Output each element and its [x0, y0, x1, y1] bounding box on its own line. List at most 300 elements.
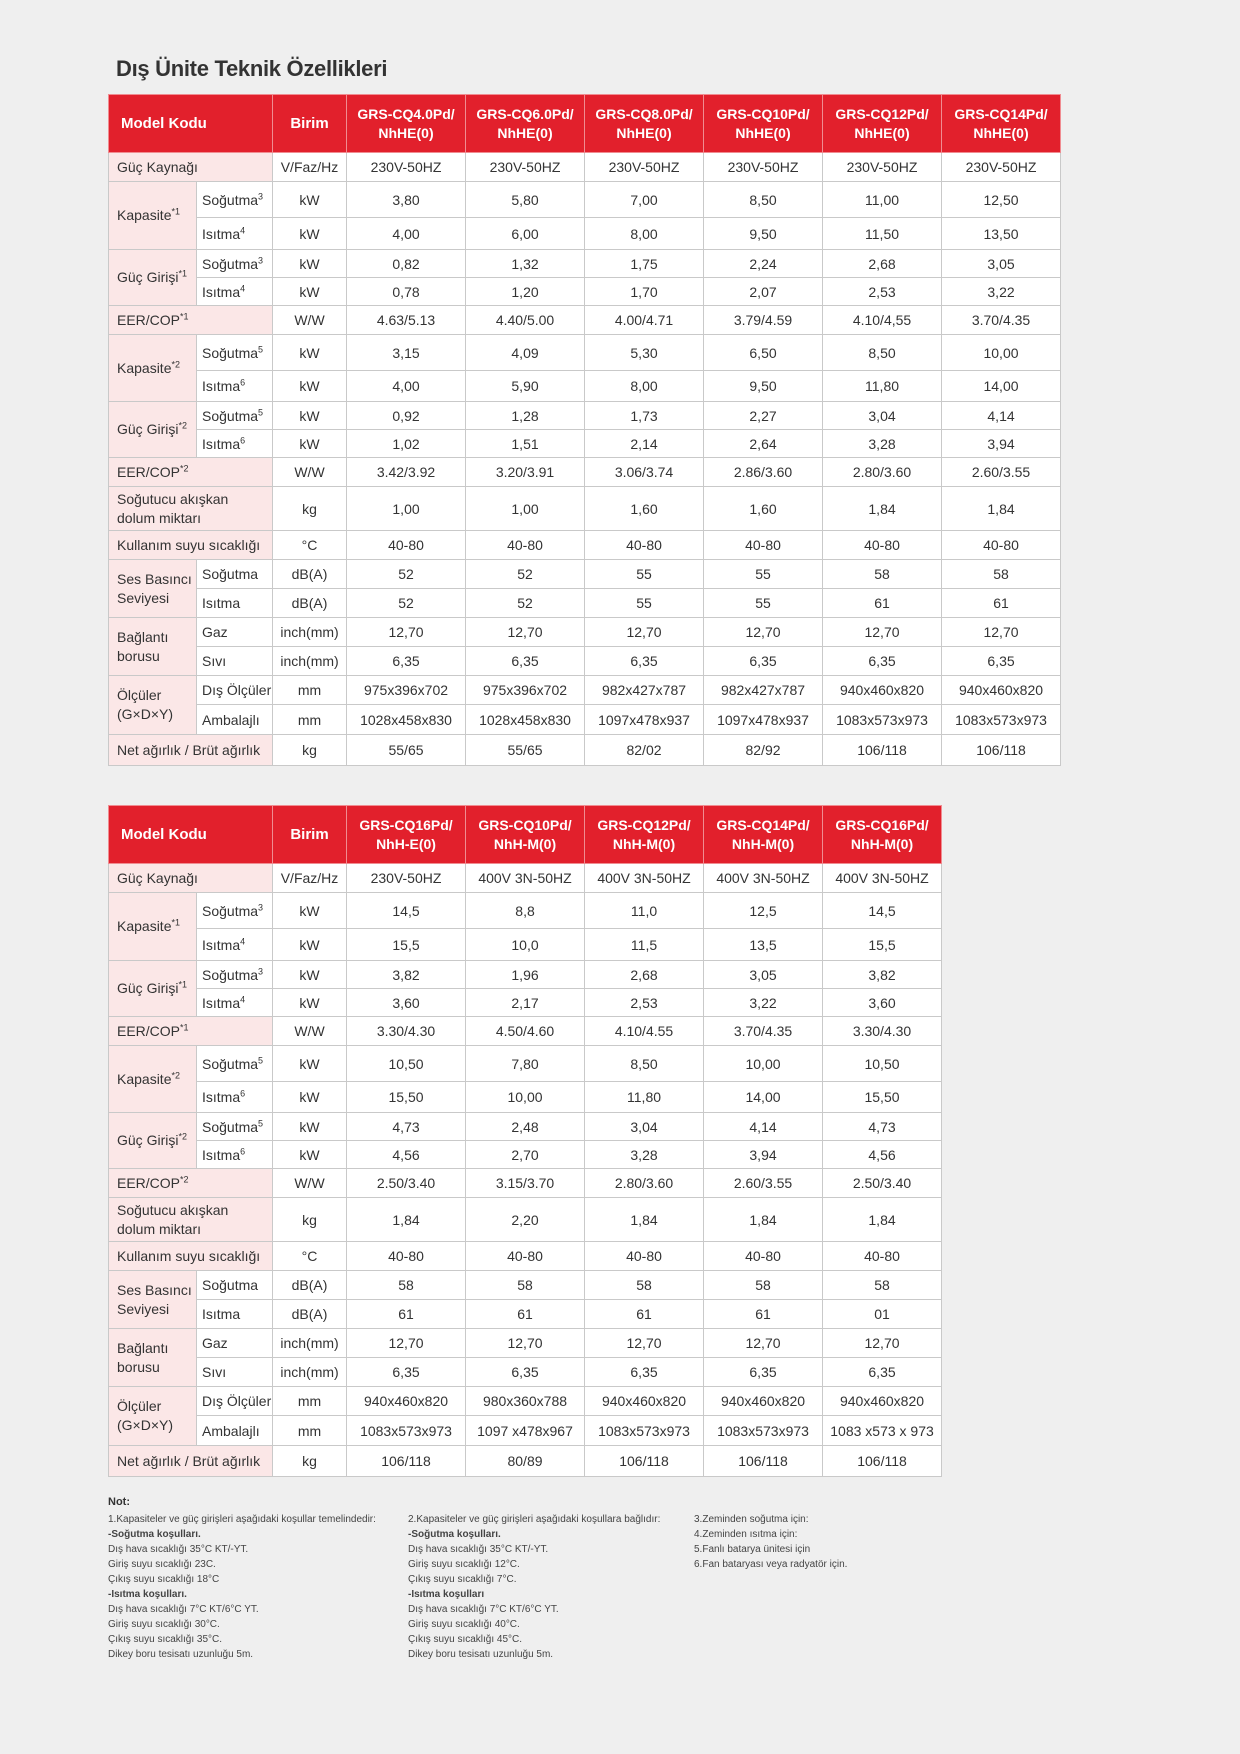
value-cell: 3.79/4.59: [704, 306, 823, 335]
value-cell: 10,00: [466, 1082, 585, 1113]
value-cell: 2,14: [585, 430, 704, 458]
value-cell: 940x460x820: [823, 676, 942, 705]
value-cell: 14,5: [347, 893, 466, 929]
row-unit: dB(A): [273, 1300, 347, 1329]
table-row: [109, 1329, 942, 1358]
value-cell: 58: [466, 1271, 585, 1300]
header-row: [109, 806, 942, 864]
value-cell: 2.86/3.60: [704, 458, 823, 487]
value-cell: 6,35: [704, 1358, 823, 1387]
value-cell: 10,50: [347, 1046, 466, 1082]
note-line: Dış hava sıcaklığı 7°C KT/6°C YT.: [408, 1604, 559, 1615]
table-row: [109, 735, 1061, 766]
value-cell: 1,96: [466, 961, 585, 989]
value-cell: 61: [347, 1300, 466, 1329]
row-group-label: [109, 1046, 197, 1113]
value-cell: 1,51: [466, 430, 585, 458]
value-cell: 12,70: [704, 1329, 823, 1358]
table-row: [109, 1198, 942, 1242]
table-row: [109, 430, 1061, 458]
value-cell: 106/118: [585, 1446, 704, 1477]
footnote-marker: *1: [180, 1022, 189, 1033]
value-cell: 61: [585, 1300, 704, 1329]
row-label: [109, 1446, 273, 1477]
cell-text: Isıtma: [202, 994, 241, 1011]
note-line: Dış hava sıcaklığı 7°C KT/6°C YT.: [108, 1604, 259, 1615]
cell-text: Soğutma: [202, 966, 259, 983]
cell-text: Isıtma: [202, 283, 241, 300]
row-unit: °C: [273, 531, 347, 560]
value-cell: 1,84: [823, 1198, 942, 1242]
page-title: Dış Ünite Teknik Özellikleri: [116, 56, 388, 81]
value-cell: 982x427x787: [585, 676, 704, 705]
value-cell: 58: [347, 1271, 466, 1300]
value-cell: 982x427x787: [704, 676, 823, 705]
table-row: [109, 458, 1061, 487]
value-cell: 1028x458x830: [466, 705, 585, 735]
note-line: Dış hava sıcaklığı 35°C KT/-YT.: [408, 1544, 549, 1555]
value-cell: 10,50: [823, 1046, 942, 1082]
note-line: Çıkış suyu sıcaklığı 18°C: [108, 1574, 220, 1585]
value-cell: 4.50/4.60: [466, 1017, 585, 1046]
row-unit: kg: [273, 1198, 347, 1242]
row-group-label: [109, 560, 197, 618]
value-cell: 61: [942, 589, 1061, 618]
row-unit: kg: [273, 735, 347, 766]
table-row: [109, 864, 942, 893]
cell-text: Kapasite: [117, 207, 172, 223]
row-unit: kg: [273, 1446, 347, 1477]
row-unit: mm: [273, 705, 347, 735]
value-cell: 1083x573x973: [347, 1416, 466, 1446]
cell-text: Ölçüler (G×D×Y): [117, 1398, 174, 1433]
footnote-marker: *2: [180, 463, 189, 474]
value-cell: 3,04: [585, 1113, 704, 1141]
value-cell: 1,84: [942, 487, 1061, 531]
value-cell: 52: [347, 589, 466, 618]
value-cell: 7,80: [466, 1046, 585, 1082]
row-sub-label: [197, 250, 273, 278]
value-cell: 12,70: [466, 1329, 585, 1358]
value-cell: 10,00: [704, 1046, 823, 1082]
row-unit: kg: [273, 487, 347, 531]
value-cell: 2,64: [704, 430, 823, 458]
value-cell: 4.10/4,55: [823, 306, 942, 335]
footnote-marker: 3: [258, 254, 264, 265]
footnote-marker: 5: [258, 343, 264, 354]
table-row: [109, 531, 1061, 560]
value-cell: 1083x573x973: [942, 705, 1061, 735]
value-cell: 3,60: [823, 989, 942, 1017]
value-cell: 2,53: [823, 278, 942, 306]
row-sub-label: [197, 1082, 273, 1113]
footnote-marker: 4: [240, 993, 246, 1004]
footnote-marker: 3: [258, 901, 264, 912]
value-cell: 1,28: [466, 402, 585, 430]
value-cell: 2,07: [704, 278, 823, 306]
value-cell: 4.00/4.71: [585, 306, 704, 335]
row-label: [109, 531, 273, 560]
row-label: [109, 1242, 273, 1271]
value-cell: 2.60/3.55: [704, 1169, 823, 1198]
value-cell: 15,50: [823, 1082, 942, 1113]
value-cell: 4,56: [347, 1141, 466, 1169]
value-cell: 3.20/3.91: [466, 458, 585, 487]
row-sub-label: [197, 618, 273, 647]
cell-text: Dış Ölçüler: [202, 1393, 272, 1409]
header-model-code: Model Kodu: [109, 95, 273, 153]
value-cell: 3,22: [942, 278, 1061, 306]
row-label: [109, 864, 273, 893]
value-cell: 940x460x820: [823, 1387, 942, 1416]
value-cell: 2.50/3.40: [823, 1169, 942, 1198]
table-row: [109, 1358, 942, 1387]
value-cell: 6,35: [466, 1358, 585, 1387]
header-model: GRS-CQ12Pd/ NhH-M(0): [585, 806, 704, 864]
value-cell: 40-80: [347, 1242, 466, 1271]
note-line: 1.Kapasiteler ve güç girişleri aşağıdaki koşullar temelindedir:: [108, 1514, 376, 1525]
cell-text: Isıtma: [202, 225, 241, 242]
value-cell: 230V-50HZ: [704, 153, 823, 182]
row-unit: kW: [273, 1141, 347, 1169]
row-sub-label: [197, 560, 273, 589]
row-unit: kW: [273, 961, 347, 989]
footnote-marker: *2: [180, 1174, 189, 1185]
value-cell: 11,50: [823, 218, 942, 250]
footnote-marker: 4: [240, 224, 246, 235]
note-line: Dikey boru tesisatı uzunluğu 5m.: [408, 1649, 554, 1660]
value-cell: 1,60: [585, 487, 704, 531]
value-cell: 4,73: [347, 1113, 466, 1141]
row-sub-label: [197, 1113, 273, 1141]
note-line: -Isıtma koşulları: [408, 1589, 485, 1600]
header-model: GRS-CQ16Pd/ NhH-E(0): [347, 806, 466, 864]
row-sub-label: [197, 1416, 273, 1446]
row-sub-label: [197, 402, 273, 430]
value-cell: 2,68: [823, 250, 942, 278]
value-cell: 82/02: [585, 735, 704, 766]
row-group-label: [109, 402, 197, 458]
cell-text: Soğutma: [202, 1055, 259, 1072]
header-unit: Birim: [273, 806, 347, 864]
notes-heading: Not:: [108, 1496, 130, 1508]
note-line: -Isıtma koşulları.: [108, 1589, 187, 1600]
row-group-label: [109, 182, 197, 250]
table-row: [109, 1271, 942, 1300]
value-cell: 8,00: [585, 371, 704, 402]
value-cell: 40-80: [347, 531, 466, 560]
note-line: Giriş suyu sıcaklığı 23C.: [108, 1559, 216, 1570]
value-cell: 4,73: [823, 1113, 942, 1141]
value-cell: 3,05: [704, 961, 823, 989]
value-cell: 4,00: [347, 371, 466, 402]
value-cell: 8,50: [823, 335, 942, 371]
value-cell: 10,0: [466, 929, 585, 961]
value-cell: 1,70: [585, 278, 704, 306]
value-cell: 52: [466, 589, 585, 618]
table-row: [109, 153, 1061, 182]
header-model: GRS-CQ4.0Pd/ NhHE(0): [347, 95, 466, 153]
value-cell: 1,32: [466, 250, 585, 278]
cell-text: Ses Basıncı Seviyesi: [117, 1281, 192, 1317]
value-cell: 2,70: [466, 1141, 585, 1169]
value-cell: 1,60: [704, 487, 823, 531]
row-label: [109, 487, 273, 531]
footnote-marker: 4: [240, 935, 246, 946]
header-model: GRS-CQ12Pd/ NhHE(0): [823, 95, 942, 153]
value-cell: 6,35: [823, 647, 942, 676]
value-cell: 980x360x788: [466, 1387, 585, 1416]
value-cell: 40-80: [466, 531, 585, 560]
value-cell: 1,73: [585, 402, 704, 430]
note-line: 2.Kapasiteler ve güç girişleri aşağıdaki koşullara bağlıdır:: [408, 1514, 661, 1525]
note-line: 4.Zeminden ısıtma için:: [694, 1529, 798, 1540]
value-cell: 940x460x820: [347, 1387, 466, 1416]
footnote-marker: *1: [178, 979, 187, 990]
value-cell: 14,00: [704, 1082, 823, 1113]
value-cell: 1,84: [585, 1198, 704, 1242]
table-row: [109, 182, 1061, 218]
footnote-marker: *2: [171, 358, 180, 369]
header-model: GRS-CQ8.0Pd/ NhHE(0): [585, 95, 704, 153]
header-model: GRS-CQ14Pd/ NhH-M(0): [704, 806, 823, 864]
footnote-marker: *1: [171, 917, 180, 928]
table-row: [109, 929, 942, 961]
value-cell: 4.10/4.55: [585, 1017, 704, 1046]
row-group-label: [109, 1113, 197, 1169]
value-cell: 40-80: [466, 1242, 585, 1271]
row-label: [109, 1017, 273, 1046]
cell-text: Dış Ölçüler: [202, 682, 272, 698]
row-unit: kW: [273, 929, 347, 961]
row-group-label: [109, 961, 197, 1017]
footnote-marker: 5: [258, 406, 264, 417]
cell-text: Net ağırlık / Brüt ağırlık: [117, 742, 261, 758]
value-cell: 61: [823, 589, 942, 618]
value-cell: 2.60/3.55: [942, 458, 1061, 487]
value-cell: 106/118: [823, 1446, 942, 1477]
table-row: [109, 893, 942, 929]
row-label: [109, 306, 273, 335]
value-cell: 40-80: [823, 531, 942, 560]
value-cell: 6,35: [466, 647, 585, 676]
value-cell: 1,84: [823, 487, 942, 531]
value-cell: 106/118: [347, 1446, 466, 1477]
value-cell: 3,15: [347, 335, 466, 371]
value-cell: 4,09: [466, 335, 585, 371]
row-unit: kW: [273, 1113, 347, 1141]
value-cell: 55/65: [466, 735, 585, 766]
value-cell: 2,68: [585, 961, 704, 989]
value-cell: 0,92: [347, 402, 466, 430]
cell-text: Sıvı: [202, 653, 227, 669]
value-cell: 52: [466, 560, 585, 589]
cell-text: Gaz: [202, 624, 228, 640]
row-sub-label: [197, 676, 273, 705]
table-row: [109, 402, 1061, 430]
value-cell: 8,00: [585, 218, 704, 250]
value-cell: 3.30/4.30: [823, 1017, 942, 1046]
row-sub-label: [197, 1387, 273, 1416]
value-cell: 12,70: [347, 618, 466, 647]
value-cell: 9,50: [704, 371, 823, 402]
value-cell: 3,05: [942, 250, 1061, 278]
value-cell: 3.70/4.35: [704, 1017, 823, 1046]
value-cell: 40-80: [942, 531, 1061, 560]
value-cell: 106/118: [823, 735, 942, 766]
header-model: GRS-CQ10Pd/ NhHE(0): [704, 95, 823, 153]
value-cell: 15,5: [347, 929, 466, 961]
footnote-marker: *1: [178, 268, 187, 279]
cell-text: Soğutma: [202, 1277, 259, 1293]
value-cell: 12,70: [466, 618, 585, 647]
table-row: [109, 989, 942, 1017]
note-line: -Soğutma koşulları.: [408, 1529, 501, 1540]
note-line: Giriş suyu sıcaklığı 30°C.: [108, 1619, 220, 1630]
value-cell: 4,00: [347, 218, 466, 250]
value-cell: 6,50: [704, 335, 823, 371]
footnote-marker: 5: [258, 1054, 264, 1065]
value-cell: 230V-50HZ: [585, 153, 704, 182]
cell-text: Güç Girişi: [117, 1132, 179, 1148]
cell-text: Ölçüler (G×D×Y): [117, 687, 174, 722]
row-unit: V/Faz/Hz: [273, 153, 347, 182]
cell-text: Soğutma: [202, 902, 259, 919]
cell-text: Soğutma: [202, 344, 259, 361]
value-cell: 230V-50HZ: [942, 153, 1061, 182]
row-unit: mm: [273, 1387, 347, 1416]
value-cell: 12,70: [704, 618, 823, 647]
value-cell: 82/92: [704, 735, 823, 766]
spec-table-2: [108, 805, 942, 1477]
row-unit: kW: [273, 989, 347, 1017]
row-sub-label: [197, 589, 273, 618]
value-cell: 4.63/5.13: [347, 306, 466, 335]
footnote-marker: *2: [178, 1131, 187, 1142]
row-label: [109, 1198, 273, 1242]
note-line: Giriş suyu sıcaklığı 40°C.: [408, 1619, 520, 1630]
value-cell: 15,50: [347, 1082, 466, 1113]
value-cell: 230V-50HZ: [823, 153, 942, 182]
cell-text: Güç Girişi: [117, 421, 179, 437]
cell-text: Isıtma: [202, 435, 241, 452]
table-row: [109, 676, 1061, 705]
value-cell: 12,5: [704, 893, 823, 929]
note-line: Dikey boru tesisatı uzunluğu 5m.: [108, 1649, 254, 1660]
value-cell: 2,48: [466, 1113, 585, 1141]
cell-text: Isıtma: [202, 1306, 241, 1322]
value-cell: 3,94: [704, 1141, 823, 1169]
row-unit: inch(mm): [273, 618, 347, 647]
cell-text: Bağlantı borusu: [117, 628, 169, 664]
value-cell: 6,35: [347, 1358, 466, 1387]
table-row: [109, 1300, 942, 1329]
footnote-marker: *1: [171, 206, 180, 217]
row-unit: kW: [273, 182, 347, 218]
row-unit: dB(A): [273, 560, 347, 589]
row-group-label: [109, 618, 197, 676]
value-cell: 3.06/3.74: [585, 458, 704, 487]
table-row: [109, 218, 1061, 250]
value-cell: 1,20: [466, 278, 585, 306]
cell-text: Isıtma: [202, 1089, 241, 1105]
table-row: [109, 589, 1061, 618]
footnote-marker: 4: [240, 282, 246, 293]
value-cell: 6,35: [704, 647, 823, 676]
row-sub-label: [197, 989, 273, 1017]
row-group-label: [109, 676, 197, 735]
header-model: GRS-CQ16Pd/ NhH-M(0): [823, 806, 942, 864]
cell-text: Kullanım suyu sıcaklığı: [117, 1248, 261, 1264]
value-cell: 400V 3N-50HZ: [704, 864, 823, 893]
value-cell: 2,27: [704, 402, 823, 430]
value-cell: 14,5: [823, 893, 942, 929]
value-cell: 9,50: [704, 218, 823, 250]
cell-text: Sıvı: [202, 1364, 227, 1380]
value-cell: 2,17: [466, 989, 585, 1017]
value-cell: 40-80: [585, 1242, 704, 1271]
value-cell: 11,00: [823, 182, 942, 218]
cell-text: Soğutma: [202, 566, 259, 582]
value-cell: 40-80: [704, 1242, 823, 1271]
cell-text: Güç Kaynağı: [117, 159, 198, 175]
row-unit: °C: [273, 1242, 347, 1271]
row-unit: kW: [273, 371, 347, 402]
value-cell: 12,70: [942, 618, 1061, 647]
header-model: GRS-CQ14Pd/ NhHE(0): [942, 95, 1061, 153]
row-unit: W/W: [273, 306, 347, 335]
note-line: 5.Fanlı batarya ünitesi için: [694, 1544, 811, 1555]
value-cell: 15,5: [823, 929, 942, 961]
note-line: -Soğutma koşulları.: [108, 1529, 201, 1540]
value-cell: 940x460x820: [942, 676, 1061, 705]
value-cell: 230V-50HZ: [347, 153, 466, 182]
row-unit: inch(mm): [273, 1329, 347, 1358]
value-cell: 40-80: [585, 531, 704, 560]
value-cell: 61: [704, 1300, 823, 1329]
row-sub-label: [197, 182, 273, 218]
value-cell: 12,70: [585, 1329, 704, 1358]
value-cell: 400V 3N-50HZ: [466, 864, 585, 893]
value-cell: 6,35: [942, 647, 1061, 676]
value-cell: 1083x573x973: [585, 1416, 704, 1446]
row-sub-label: [197, 961, 273, 989]
footnote-marker: 3: [258, 965, 264, 976]
value-cell: 975x396x702: [347, 676, 466, 705]
table-row: [109, 618, 1061, 647]
value-cell: 0,78: [347, 278, 466, 306]
row-unit: W/W: [273, 1169, 347, 1198]
row-sub-label: [197, 1329, 273, 1358]
value-cell: 3.70/4.35: [942, 306, 1061, 335]
table-row: [109, 1017, 942, 1046]
row-unit: kW: [273, 1046, 347, 1082]
footnote-marker: 6: [240, 434, 246, 445]
cell-text: Kullanım suyu sıcaklığı: [117, 537, 261, 553]
value-cell: 55: [585, 560, 704, 589]
cell-text: Isıtma: [202, 378, 241, 394]
row-sub-label: [197, 218, 273, 250]
value-cell: 2.80/3.60: [823, 458, 942, 487]
value-cell: 6,35: [585, 1358, 704, 1387]
note-line: Dış hava sıcaklığı 35°C KT/-YT.: [108, 1544, 249, 1555]
row-sub-label: [197, 705, 273, 735]
table-row: [109, 961, 942, 989]
row-unit: inch(mm): [273, 647, 347, 676]
row-group-label: [109, 1387, 197, 1446]
value-cell: 940x460x820: [585, 1387, 704, 1416]
header-row: [109, 95, 1061, 153]
